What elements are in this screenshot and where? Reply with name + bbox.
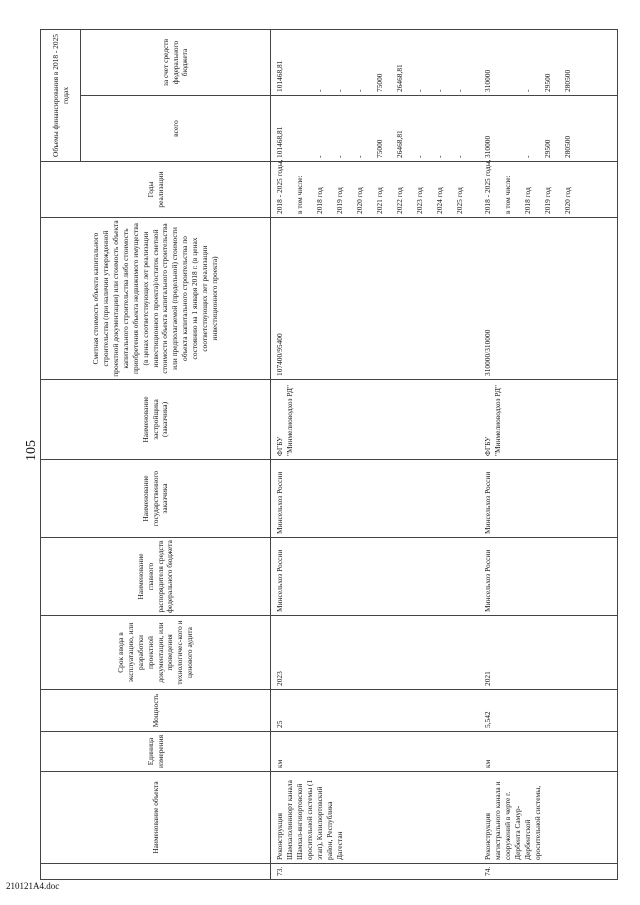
total-value: - — [455, 155, 464, 158]
year-item: 2021 год — [375, 187, 384, 214]
deadline: 2023 — [271, 616, 480, 690]
year-item: 2018 - 2025 годы, — [275, 159, 284, 214]
year-item: 2018 - 2025 годы, — [483, 159, 492, 214]
federal-value: - — [435, 89, 444, 92]
total-value: - — [315, 155, 324, 158]
year-item: 2022 год — [395, 187, 404, 214]
federal-value: - — [415, 89, 424, 92]
year-item: 2019 год — [335, 187, 344, 214]
rotated-table-wrapper — [40, 30, 620, 880]
header-cost: Сметная стоимость объекта капитального строительства (при наличии утвержденной проектной документации) или стоимость объекта капитального строительства либо стоимость приобретения объекта недвижимого имущества (в ценах соответствующих лет реализации инвестиционного проекта)/остаток сметной стоимости объекта капитального строительства или предполагаемой (предельной) стоимости объекта капитального строительства по состоянию на 1 января 2018 г. (в ценах соответствующих лет реализации инвестиционного проекта) — [41, 218, 271, 380]
table-row — [271, 30, 480, 880]
header-total: всего — [81, 96, 271, 162]
total-value: 280500 — [563, 135, 572, 158]
total-list — [479, 96, 617, 162]
unit: км — [479, 732, 617, 772]
federal-value: 29500 — [543, 73, 552, 92]
federal-value: - — [523, 89, 532, 92]
federal-value: - — [335, 89, 344, 92]
header-federal: за счет средств федерального бюджета — [81, 30, 271, 96]
cost: 107400/95400 — [271, 218, 480, 380]
year-item: 2018 год — [523, 187, 532, 214]
deadline: 2021 — [479, 616, 617, 690]
federal-value — [503, 33, 523, 92]
year-item: 2025 год — [455, 187, 464, 214]
header-num — [41, 864, 271, 880]
total-value — [295, 99, 315, 158]
capacity: 5,542 — [479, 690, 617, 732]
header-developer: Наименование застройщика (заказчика) — [41, 380, 271, 460]
total-value: 26468,81 — [395, 130, 404, 158]
developer: ФГБУ "Минмелиоводхоз РД" — [479, 380, 617, 460]
header-capacity: Мощность — [41, 690, 271, 732]
federal-value: - — [355, 89, 364, 92]
year-item: 2018 год — [315, 187, 324, 214]
state-customer: Минсельхоз России — [271, 460, 480, 538]
federal-value — [295, 33, 315, 92]
total-value: 75000 — [375, 139, 384, 158]
page-number: 105 — [24, 440, 39, 461]
total-value: - — [435, 155, 444, 158]
year-item: в том числе: — [295, 175, 304, 214]
federal-value: 310000 — [483, 69, 492, 92]
federal-value: - — [315, 89, 324, 92]
federal-value: - — [455, 89, 464, 92]
year-item: в том числе: — [503, 175, 512, 214]
total-value: - — [335, 155, 344, 158]
header-unit: Единица измерения — [41, 732, 271, 772]
chief-manager: Минсельхоз России — [479, 538, 617, 616]
total-value — [503, 99, 523, 158]
capacity: 25 — [271, 690, 480, 732]
federal-list — [271, 30, 480, 96]
investment-table — [40, 29, 618, 880]
total-value: - — [523, 155, 532, 158]
federal-value: 280500 — [563, 69, 572, 92]
header-funding-group: Объемы финансирования в 2018 - 2025 годах — [41, 30, 81, 162]
federal-list — [479, 30, 617, 96]
chief-manager: Минсельхоз России — [271, 538, 480, 616]
year-item: 2023 год — [415, 187, 424, 214]
total-value: - — [415, 155, 424, 158]
table-row — [479, 30, 617, 880]
object-name: Реконструкция магистрального канала и сооружений в черте г. Дербента Самур-Дербентской оросительной системы, — [479, 772, 617, 864]
developer: ФГБУ "Минмелиоводхоз РД" — [271, 380, 480, 460]
federal-value: 26468,81 — [395, 64, 404, 92]
years-list — [271, 159, 480, 218]
state-customer: Минсельхоз России — [479, 460, 617, 538]
total-value: 29500 — [543, 139, 552, 158]
header-chief-manager: Наименование главного распорядителя средств федерального бюджета — [41, 538, 271, 616]
year-item: 2024 год — [435, 187, 444, 214]
year-item: 2020 год — [563, 187, 572, 214]
total-value: 101468,81 — [275, 126, 284, 158]
year-item: 2019 год — [543, 187, 552, 214]
total-value: - — [355, 155, 364, 158]
header-years: Годы реализации — [41, 162, 271, 218]
unit: км — [271, 732, 480, 772]
federal-value: 101468,81 — [275, 60, 284, 92]
object-name: Реконструкция Шамхалэлиннюрт канала Шамхал-янгиюртовской оросительной системы (1 этап), Кизилюртовский район, Республика Дагестан — [271, 772, 480, 864]
row-number: 74. — [479, 864, 617, 880]
federal-value: 75000 — [375, 73, 384, 92]
header-state-customer: Наименование государственного заказчика — [41, 460, 271, 538]
row-number: 73. — [271, 864, 480, 880]
total-value: 310000 — [483, 135, 492, 158]
year-item: 2020 год — [355, 187, 364, 214]
years-list — [479, 159, 617, 218]
header-name: Наименование объекта — [41, 772, 271, 864]
header-deadline: Срок ввода в эксплуатацию, или разработки проектной документации, или проведения технологичес-кого и ценового аудита — [41, 616, 271, 690]
cost: 310000/310000 — [479, 218, 617, 380]
footer-filename: 210121A4.doc — [6, 881, 60, 891]
total-list — [271, 96, 480, 162]
